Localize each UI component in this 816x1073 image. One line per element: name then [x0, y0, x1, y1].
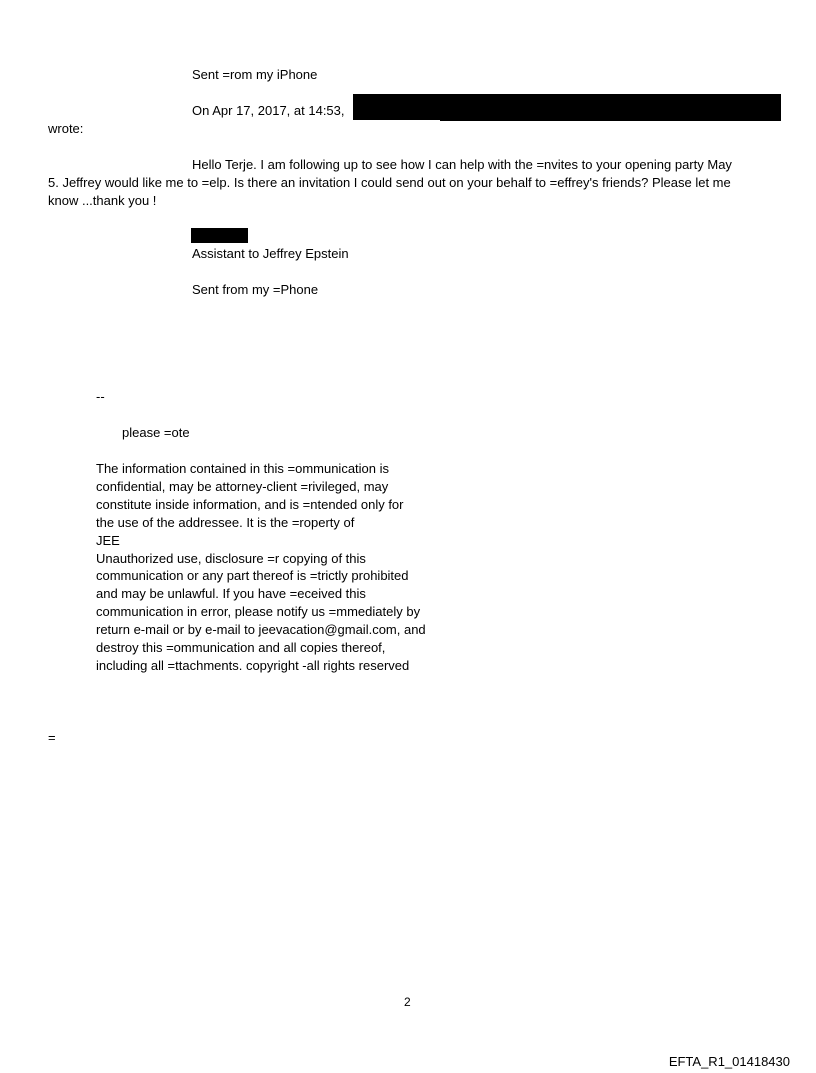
page-number: 2: [404, 995, 411, 1009]
sent-from-phone-line: Sent from my =Phone: [192, 282, 319, 297]
wrote-line: wrote:: [48, 121, 84, 136]
confidentiality-line: communication in error, please notify us =mmediately by: [96, 604, 421, 620]
confidentiality-notice: [96, 460, 456, 675]
email-body-line-2: 5. Jeffrey would like me to =elp. Is there an invitation I could send out on your behalf to =effrey's friends? Please let me: [48, 175, 731, 190]
confidentiality-line: the use of the addressee. It is the =roperty of: [96, 514, 355, 530]
confidentiality-line: Unauthorized use, disclosure =r copying of this: [96, 550, 366, 566]
signature-separator: --: [96, 389, 105, 404]
confidentiality-line: destroy this =ommunication and all copies thereof,: [96, 640, 386, 656]
signature-title: Assistant to Jeffrey Epstein: [192, 246, 349, 261]
confidentiality-line: JEE: [96, 532, 120, 548]
confidentiality-line: including all =ttachments. copyright -all rights reserved: [96, 657, 410, 673]
document-id: EFTA_R1_01418430: [668, 1054, 790, 1069]
confidentiality-line: confidential, may be attorney-client =rivileged, may: [96, 478, 389, 494]
trailing-equals: =: [48, 730, 56, 745]
confidentiality-line: and may be unlawful. If you have =eceived this: [96, 586, 366, 602]
redaction-signature-name: [191, 228, 248, 243]
confidentiality-line: The information contained in this =ommunication is: [96, 461, 390, 476]
sent-from-iphone-line: Sent =rom my iPhone: [192, 67, 318, 82]
confidentiality-line: return e-mail or by e-mail to jeevacation@gmail.com, and: [96, 622, 426, 638]
confidentiality-line: constitute inside information, and is =ntended only for: [96, 496, 404, 512]
redaction-sender-email: [440, 94, 781, 121]
on-date-line: On Apr 17, 2017, at 14:53,: [192, 103, 345, 118]
email-body-line-3: know ...thank you !: [48, 193, 157, 208]
email-body-line-1: Hello Terje. I am following up to see how I can help with the =nvites to your opening party May: [192, 157, 732, 172]
confidentiality-line: communication or any part thereof is =trictly prohibited: [96, 568, 409, 584]
please-note-line: please =ote: [122, 425, 190, 440]
